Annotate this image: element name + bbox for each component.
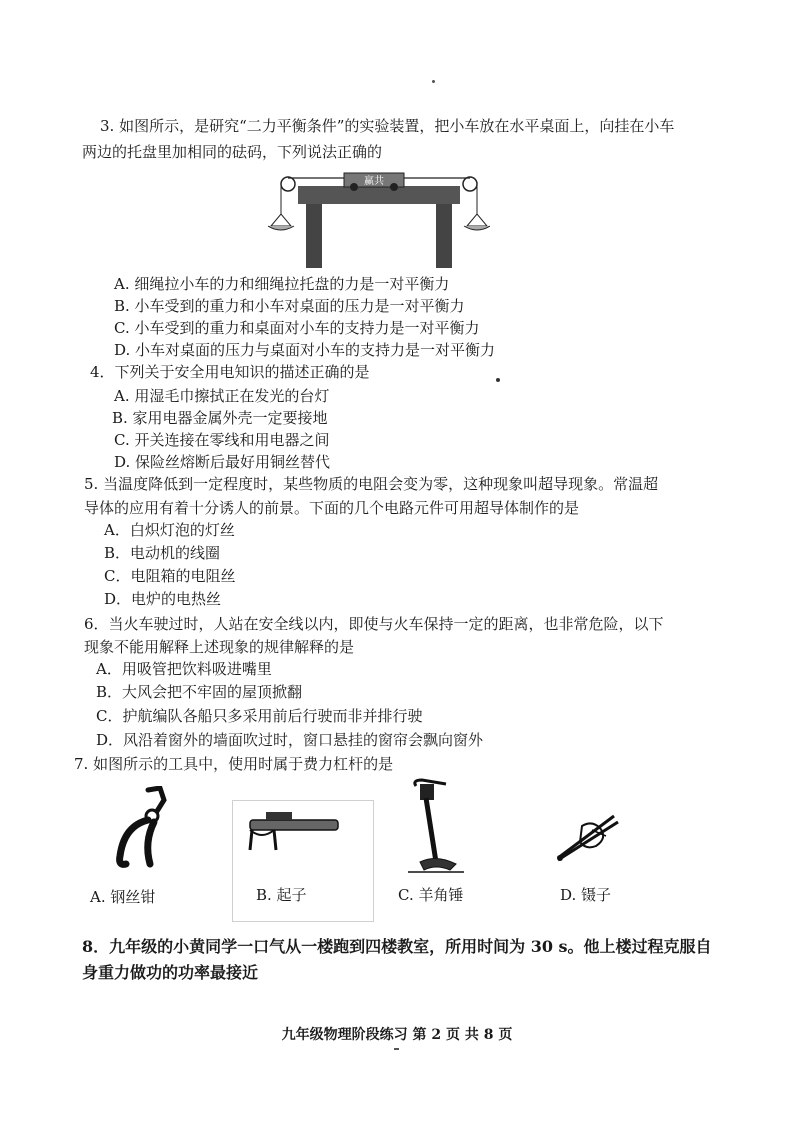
scan-speck (394, 1048, 399, 1050)
tool-label-d: D. 镊子 (560, 886, 612, 904)
pulley-right (463, 177, 477, 191)
pulley-left (281, 177, 295, 191)
q4-line1: 4．下列关于安全用电知识的描述正确的是 (90, 363, 370, 381)
q6-option-c: C．护航编队各船只多采用前后行驶而非并排行驶 (96, 707, 423, 725)
q6-option-b: B．大风会把不牢固的屋顶掀翻 (96, 683, 303, 701)
pan-right (467, 214, 487, 226)
pliers-icon (104, 786, 174, 870)
q6-option-a: A．用吸管把饮料吸进嘴里 (96, 660, 272, 678)
scan-speck (496, 378, 500, 382)
cart-wheel-left (350, 183, 358, 191)
q5-line1: 5. 当温度降低到一定程度时，某些物质的电阻会变为零，这种现象叫超导现象。常温超 (84, 475, 659, 493)
tool-label-c: C. 羊角锤 (398, 886, 464, 904)
table-leg-right (436, 204, 452, 268)
q3-option-d: D. 小车对桌面的压力与桌面对小车的支持力是一对平衡力 (114, 341, 496, 359)
tool-label-b: B. 起子 (256, 886, 307, 904)
q6-option-d: D．风沿着窗外的墙面吹过时，窗口悬挂的窗帘会飘向窗外 (96, 731, 484, 749)
q5-option-a: A．白炽灯泡的灯丝 (104, 521, 235, 539)
q3-option-b: B. 小车受到的重力和小车对桌面的压力是一对平衡力 (114, 297, 465, 315)
q3-option-c: C. 小车受到的重力和桌面对小车的支持力是一对平衡力 (114, 319, 480, 337)
cart-label: 赢共 (364, 176, 384, 187)
cart-wheel-right (390, 183, 398, 191)
q7-line1: 7. 如图所示的工具中，使用时属于费力杠杆的是 (74, 755, 394, 773)
q8-line1: 8．九年级的小黄同学一口气从一楼跑到四楼教室，所用时间为 30 s。他上楼过程克服自 (82, 937, 712, 956)
q8-line2: 身重力做功的功率最接近 (82, 963, 259, 982)
scan-speck (432, 80, 435, 83)
cart-table-figure (268, 166, 490, 270)
table-top (298, 186, 460, 204)
tool-label-a: A. 钢丝钳 (90, 888, 156, 906)
pan-left (271, 214, 291, 226)
q4-option-a: A. 用湿毛巾擦拭正在发光的台灯 (114, 387, 330, 405)
q3-line2: 两边的托盘里加相同的砝码，下列说法正确的 (82, 143, 383, 161)
q4-option-d: D. 保险丝熔断后最好用铜丝替代 (114, 453, 331, 471)
q3-line1: 3. 如图所示，是研究“二力平衡条件”的实验装置，把小车放在水平桌面上，向挂在小车 (100, 117, 675, 135)
q5-option-b: B．电动机的线圈 (104, 544, 221, 562)
q6-line2: 现象不能用解释上述现象的规律解释的是 (84, 638, 355, 656)
q4-option-c: C. 开关连接在零线和用电器之间 (114, 431, 330, 449)
q5-line2: 导体的应用有着十分诱人的前景。下面的几个电路元件可用超导体制作的是 (84, 499, 580, 517)
q4-option-b: B. 家用电器金属外壳一定要接地 (112, 409, 328, 427)
tweezers-icon (552, 806, 632, 866)
q6-line1: 6．当火车驶过时，人站在安全线以内，即使与火车保持一定的距离，也非常危险，以下 (84, 615, 664, 633)
q5-option-d: D．电炉的电热丝 (104, 590, 222, 608)
q3-option-a: A. 细绳拉小车的力和细绳拉托盘的力是一对平衡力 (114, 275, 450, 293)
table-leg-left (306, 204, 322, 268)
claw-hammer-icon (406, 778, 466, 878)
page-footer: 九年级物理阶段练习 第 2 页 共 8 页 (281, 1027, 513, 1043)
bleed-through-box (232, 800, 374, 922)
q5-option-c: C．电阻箱的电阻丝 (104, 567, 236, 585)
